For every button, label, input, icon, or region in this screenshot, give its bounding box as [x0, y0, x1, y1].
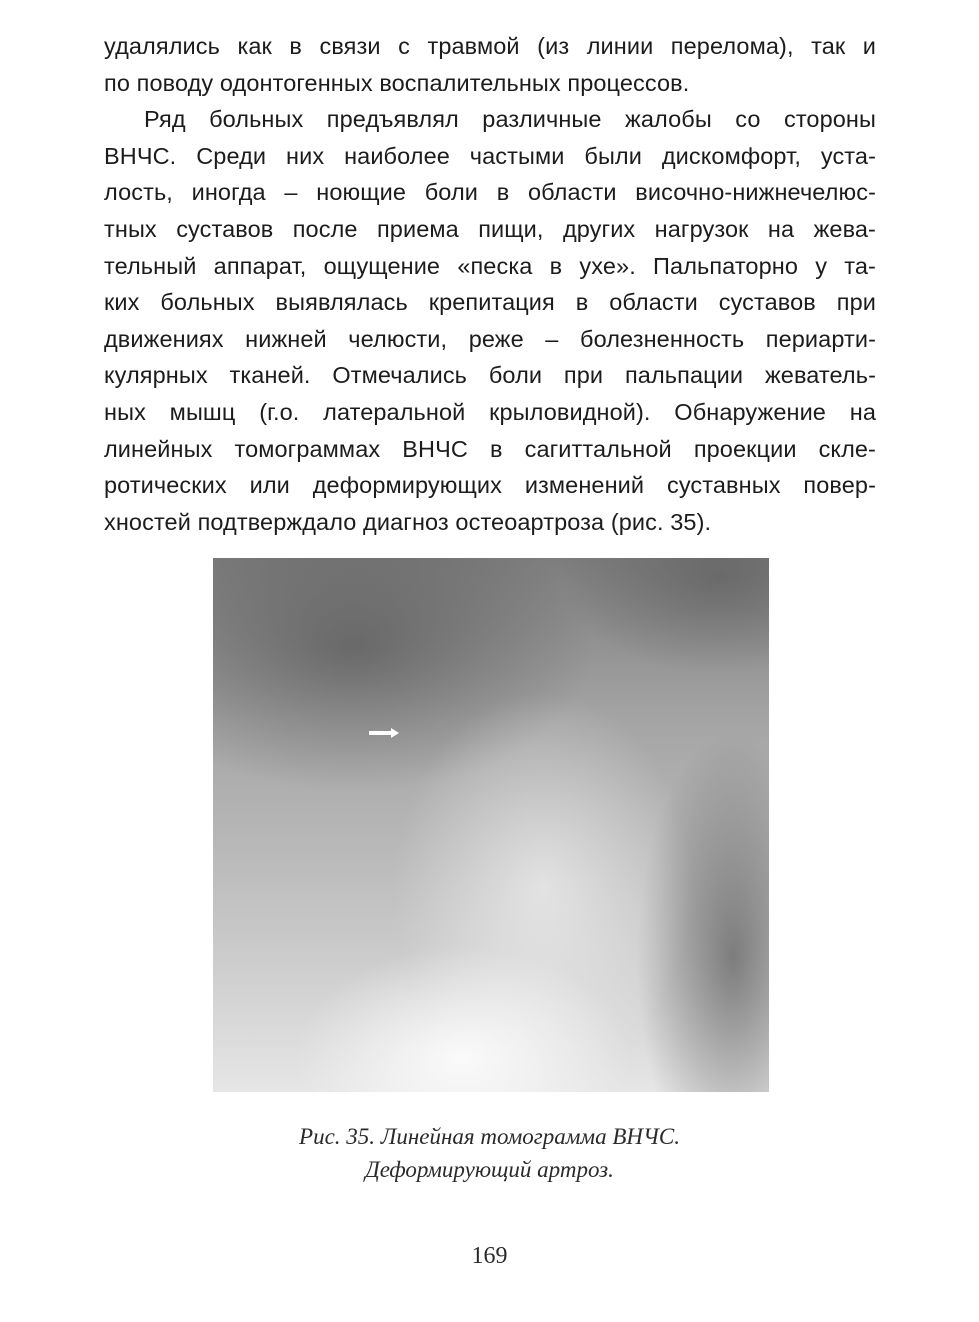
- text-line: кулярных тканей. Отмечались боли при пальпации жеватель-: [104, 362, 876, 389]
- body-text: [104, 28, 876, 540]
- text-line: движениях нижней челюсти, реже – болезненность периарти-: [104, 325, 876, 352]
- image-shading: [539, 558, 769, 708]
- text-line: по поводу одонтогенных воспалительных процессов.: [104, 69, 690, 96]
- figure-caption-line1: Рис. 35. Линейная томограмма ВНЧС.: [299, 1124, 680, 1149]
- text-line: тельный аппарат, ощущение «песка в ухе». Пальпаторно у та-: [104, 252, 876, 279]
- arrow-marker-icon: [369, 728, 399, 738]
- text-line: удалялись как в связи с травмой (из линии перелома), так и: [104, 33, 876, 59]
- figure-caption-line2: Деформирующий артроз.: [365, 1157, 614, 1182]
- text-line: хностей подтверждало диагноз остеоартроза (рис. 35).: [104, 508, 712, 535]
- text-line: тных суставов после приема пищи, других нагрузок на жева-: [104, 215, 876, 242]
- text-line: линейных томограммах ВНЧС в сагиттальной проекции скле-: [104, 435, 876, 462]
- text-line: ких больных выявлялась крепитация в области суставов при: [104, 289, 876, 316]
- text-line: ВНЧС. Среди них наиболее частыми были дискомфорт, уста-: [104, 142, 876, 169]
- text-line: ротических или деформирующих изменений суставных повер-: [104, 472, 876, 499]
- page-number: 169: [471, 1243, 508, 1269]
- text-line: Ряд больных предъявлял различные жалобы со стороны: [144, 106, 876, 133]
- text-line: лость, иногда – ноющие боли в области височно-нижнечелюс-: [104, 179, 876, 206]
- text-line: ных мышц (г.о. латеральной крыловидной). Обнаружение на: [104, 398, 876, 425]
- tomogram-image: [213, 558, 769, 1092]
